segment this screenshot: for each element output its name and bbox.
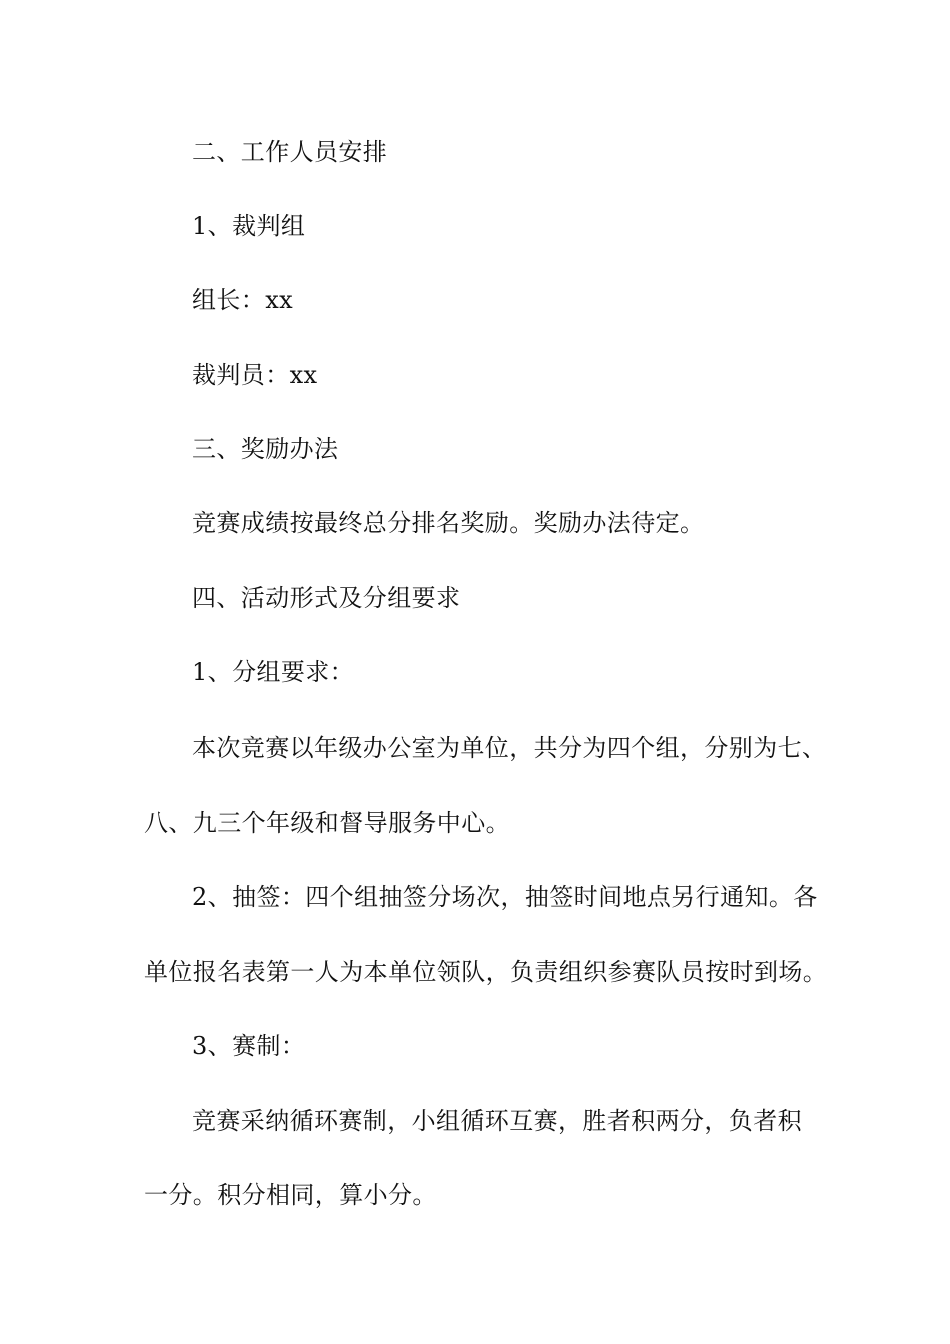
draw-paragraph-line-2: 单位报名表第一人为本单位领队，负责组织参赛队员按时到场。 — [144, 958, 828, 986]
section-heading-format: 四、活动形式及分组要求 — [192, 584, 461, 612]
grouping-paragraph-line-1: 本次竞赛以年级办公室为单位，共分为四个组，分别为七、 — [192, 734, 827, 762]
system-paragraph-line-1: 竞赛采纳循环赛制，小组循环互赛，胜者积两分，负者积 — [192, 1107, 802, 1135]
draw-paragraph-line-1: 2、抽签：四个组抽签分场次，抽签时间地点另行通知。各 — [192, 883, 818, 911]
section-heading-staff: 二、工作人员安排 — [192, 138, 388, 166]
subheading-referee-group: 1、裁判组 — [192, 212, 306, 240]
subheading-competition-system: 3、赛制： — [192, 1032, 306, 1060]
system-paragraph-line-2: 一分。积分相同，算小分。 — [144, 1181, 437, 1209]
subheading-grouping: 1、分组要求： — [192, 658, 355, 686]
grouping-paragraph-line-2: 八、九三个年级和督导服务中心。 — [144, 809, 510, 837]
section-heading-rewards: 三、奖励办法 — [192, 435, 339, 463]
referee-line: 裁判员：xx — [192, 361, 318, 389]
group-leader-line: 组长：xx — [192, 286, 294, 314]
rewards-paragraph: 竞赛成绩按最终总分排名奖励。奖励办法待定。 — [192, 509, 705, 537]
